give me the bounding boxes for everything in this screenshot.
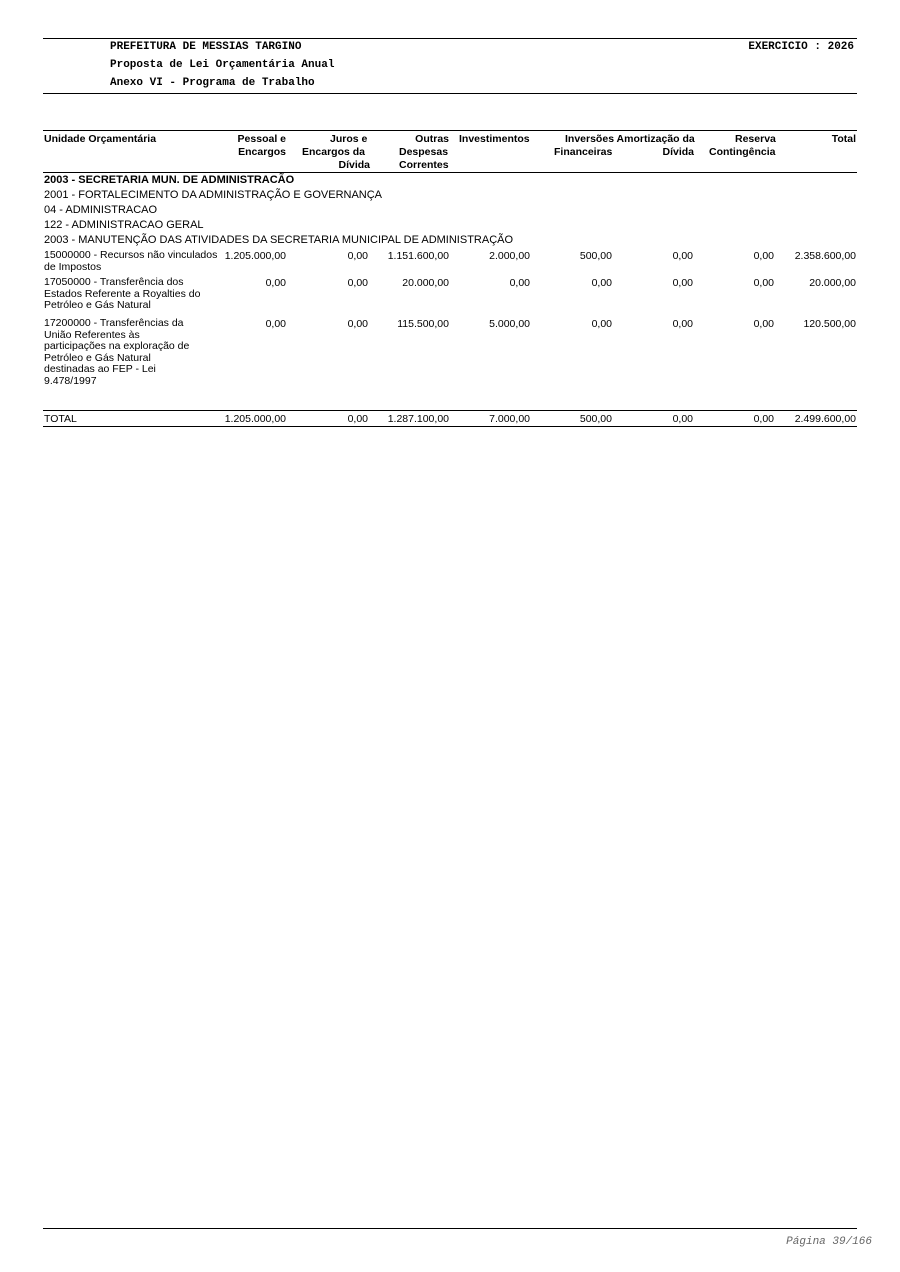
cell-amortizacao: 0,00 xyxy=(672,318,693,330)
cell-inversoes: 0,00 xyxy=(591,318,612,330)
cell-pessoal: 1.205.000,00 xyxy=(224,250,286,262)
col-financeiras: Financeiras xyxy=(554,146,613,158)
page-number: Página 39/166 xyxy=(786,1236,872,1248)
cell-reserva: 0,00 xyxy=(753,277,774,289)
cell-inversoes: 0,00 xyxy=(591,277,612,289)
col-outras-line3: Correntes xyxy=(399,159,449,171)
row-description: 17050000 - Transferência dos Estados Referente a Royalties do Petróleo e Gás Natural xyxy=(44,276,201,312)
cell-pessoal: 0,00 xyxy=(265,318,286,330)
cell-amortizacao: 0,00 xyxy=(672,277,693,289)
row-description: 15000000 - Recursos não vinculados de Impostos xyxy=(44,249,218,273)
col-juros xyxy=(302,133,370,172)
action-heading: 2003 - MANUTENÇÃO DAS ATIVIDADES DA SECRETARIA MUNICIPAL DE ADMINISTRAÇÃO xyxy=(44,234,514,246)
col-reserva-line1: Reserva xyxy=(735,133,776,145)
header-top-rule xyxy=(43,38,857,39)
row-description: 17200000 - Transferências da União Referentes às participações na exploração de Petróleo e Gás Natural destinadas ao FEP - Lei 9.478/1997 xyxy=(44,317,190,387)
col-reserva-line2: Contingência xyxy=(709,146,776,158)
col-investimentos: Investimentos xyxy=(459,133,530,145)
col-pessoal-line1: Pessoal e xyxy=(237,133,286,145)
total-top-rule xyxy=(43,410,857,411)
cell-total: 2.358.600,00 xyxy=(794,250,856,262)
col-outras-line1: Outras xyxy=(415,133,449,145)
function-heading: 04 - ADMINISTRACAO xyxy=(44,204,158,216)
total-bottom-rule xyxy=(43,426,857,427)
col-total: Total xyxy=(831,133,856,145)
col-outras-line2: Despesas xyxy=(399,146,449,158)
col-reserva xyxy=(709,133,776,159)
annex-title: Anexo VI - Programa de Trabalho xyxy=(110,77,315,89)
col-outras xyxy=(399,133,449,172)
total-juros: 0,00 xyxy=(347,413,368,425)
footer-rule xyxy=(43,1228,857,1229)
total-inversoes: 500,00 xyxy=(579,413,612,425)
col-inversoes-amortizacao: Inversões Amortização da xyxy=(565,133,695,145)
total-investimentos: 7.000,00 xyxy=(489,413,530,425)
total-label: TOTAL xyxy=(44,413,77,425)
cell-reserva: 0,00 xyxy=(753,318,774,330)
col-pessoal xyxy=(200,133,286,159)
total-amortizacao: 0,00 xyxy=(672,413,693,425)
col-juros-line3: Dívida xyxy=(338,159,370,171)
total-outras: 1.287.100,00 xyxy=(387,413,449,425)
cell-amortizacao: 0,00 xyxy=(672,250,693,262)
total-reserva: 0,00 xyxy=(753,413,774,425)
total-pessoal: 1.205.000,00 xyxy=(224,413,286,425)
subfunction-heading: 122 - ADMINISTRACAO GERAL xyxy=(44,219,204,231)
cell-outras: 20.000,00 xyxy=(402,277,449,289)
exercise-year: EXERCICIO : 2026 xyxy=(748,41,854,53)
table-top-rule xyxy=(43,130,857,131)
cell-total: 120.500,00 xyxy=(803,318,856,330)
cell-juros: 0,00 xyxy=(347,318,368,330)
cell-juros: 0,00 xyxy=(347,277,368,289)
header-bottom-rule xyxy=(43,93,857,94)
total-total: 2.499.600,00 xyxy=(794,413,856,425)
program-heading: 2001 - FORTALECIMENTO DA ADMINISTRAÇÃO E GOVERNANÇA xyxy=(44,189,383,201)
col-juros-line2: Encargos da xyxy=(302,146,366,158)
cell-pessoal: 0,00 xyxy=(265,277,286,289)
cell-total: 20.000,00 xyxy=(809,277,856,289)
cell-juros: 0,00 xyxy=(347,250,368,262)
cell-inversoes: 500,00 xyxy=(579,250,612,262)
cell-outras: 1.151.600,00 xyxy=(387,250,449,262)
cell-investimentos: 2.000,00 xyxy=(489,250,530,262)
col-unidade: Unidade Orçamentária xyxy=(44,133,157,145)
col-pessoal-line2: Encargos xyxy=(238,146,286,158)
unit-heading: 2003 - SECRETARIA MUN. DE ADMINISTRACÃO xyxy=(44,174,295,186)
cell-reserva: 0,00 xyxy=(753,250,774,262)
document-title: Proposta de Lei Orçamentária Anual xyxy=(110,59,335,71)
cell-investimentos: 0,00 xyxy=(509,277,530,289)
org-name: PREFEITURA DE MESSIAS TARGINO xyxy=(110,41,302,53)
cell-outras: 115.500,00 xyxy=(397,318,449,330)
col-juros-line1: Juros e xyxy=(330,133,368,145)
cell-investimentos: 5.000,00 xyxy=(489,318,530,330)
col-divida: Dívida xyxy=(662,146,694,158)
